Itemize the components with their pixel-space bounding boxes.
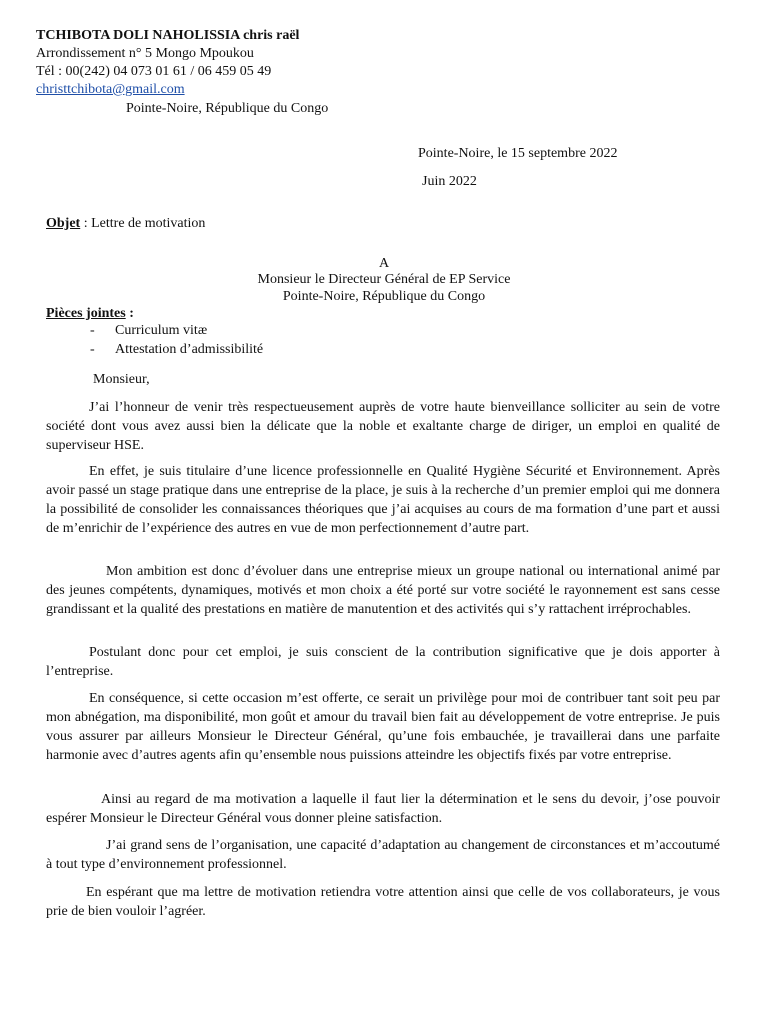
body-paragraph [46,398,720,455]
attachment-item-label: Attestation d’admissibilité [115,342,264,357]
subject-separator: : [80,216,92,231]
salutation: Monsieur, [93,372,150,387]
attachments-suffix: : [125,306,134,321]
body-paragraph [46,836,720,874]
body-paragraph [46,562,720,619]
old-date-fragment: Juin 2022 [422,174,477,189]
recipient-a: A [378,256,390,271]
paragraph-text: J’ai grand sens de l’organisation, une capacité d’adaptation au changement de circonstances et m’accoutumé à tout type d’environnement professionnel. [46,838,720,872]
attachments-label: Pièces jointes [46,306,126,321]
sender-address: Arrondissement n° 5 Mongo Mpoukou [36,46,254,61]
recipient-line2: Pointe-Noire, République du Congo [282,289,486,304]
sender-email-link[interactable]: christtchibota@gmail.com [36,82,185,97]
sender-name: TCHIBOTA DOLI NAHOLISSIA chris raël [36,28,300,43]
sender-phone: Tél : 00(242) 04 073 01 61 / 06 459 05 49 [36,64,272,79]
body-paragraph [46,689,720,765]
body-paragraph [46,643,720,681]
body-paragraph [46,790,720,828]
body-paragraph [46,883,720,921]
letter-date: Pointe-Noire, le 15 septembre 2022 [418,146,618,161]
attachment-item: - Curriculum vitæ [90,323,208,338]
attachment-item: - Attestation d’admissibilité [90,342,264,357]
recipient-line1: Monsieur le Directeur Général de EP Service [257,272,511,287]
paragraph-text: Ainsi au regard de ma motivation a laquelle il faut lier la détermination et le sens du devoir, j’ose pouvoir espérer Monsieur le Directeur Général vous donner pleine satisfaction. [46,792,720,826]
paragraph-text: En conséquence, si cette occasion m’est offerte, ce serait un privilège pour moi de contribuer tant soit peu par mon abnégation, ma disponibilité, mon goût et amour du travail bien fait au développement de votre entreprise. Je puis vous assurer par ailleurs Monsieur le Directeur Général, qu’une fois embauchée, je travaillerai dans une parfaite harmonie avec d’autres agents afin qu’ensemble nous puissions atteindre les objectifs fixés par votre entreprise. [46,691,720,763]
body-paragraph [46,462,720,538]
paragraph-text: En effet, je suis titulaire d’une licence professionnelle en Qualité Hygiène Sécurité et Environnement. Après avoir passé un stage pratique dans une entreprise de la place, je suis à la recherche d’un premier emploi qui me donnera la possibilité de consolider les connaissances théoriques que j’ai acquises au cours de ma formation d’une part et aussi de m’enrichir de l’expérience des autres en vue de mon perfectionnement d’autre part. [46,464,720,536]
subject-line [46,214,205,233]
paragraph-text: Mon ambition est donc d’évoluer dans une entreprise mieux un groupe national ou international animé par des jeunes compétents, dynamiques, motivés et mon choix a été porté sur votre société le rayonnement est sans cesse grandissant et la qualité des prestations en matière de manutention et des activités qui s’y rattachent irréprochables. [46,564,720,617]
subject-label: Objet [46,216,81,231]
attachment-item-label: Curriculum vitæ [115,323,208,338]
paragraph-text: En espérant que ma lettre de motivation retiendra votre attention ainsi que celle de vos collaborateurs, je vous prie de bien vouloir l’agréer. [46,885,720,919]
paragraph-text: J’ai l’honneur de venir très respectueusement auprès de votre haute bienveillance solliciter au sein de votre société dont vous avez aussi bien la délicate que la noble et exaltante charge de diriger, un emploi en qualité de superviseur HSE. [46,400,720,453]
subject-text: Lettre de motivation [91,216,206,231]
paragraph-text: Postulant donc pour cet emploi, je suis conscient de la contribution significative que je dois apporter à l’entreprise. [46,645,720,679]
sender-city: Pointe-Noire, République du Congo [126,101,329,116]
